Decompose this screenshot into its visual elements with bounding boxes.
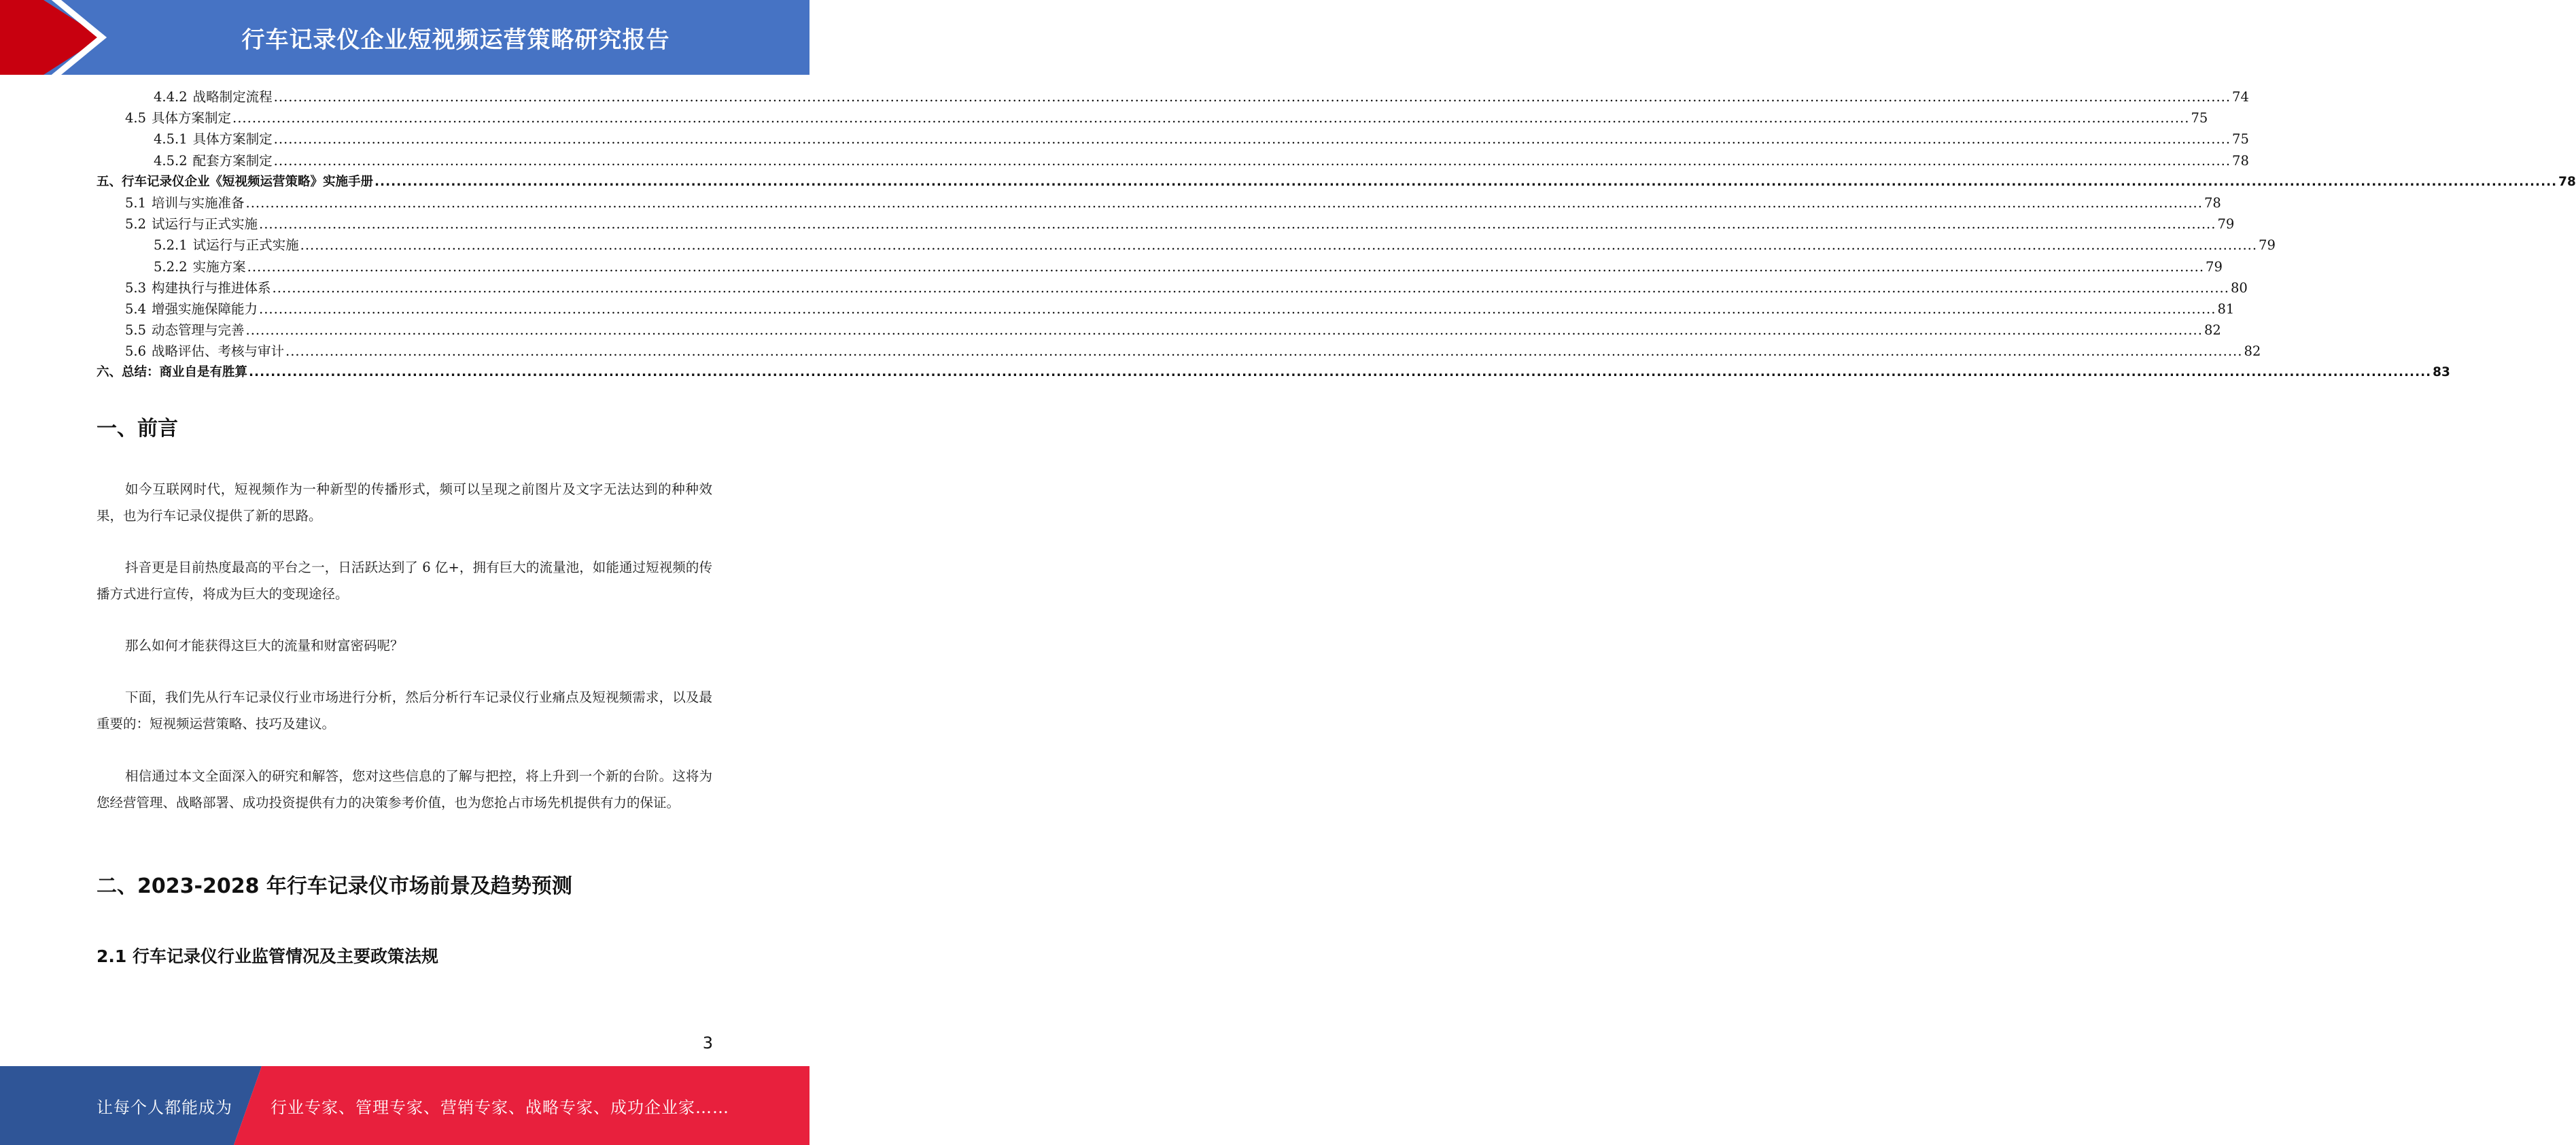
toc-entry-label — [125, 341, 284, 362]
toc-entry[interactable] — [97, 320, 2221, 341]
toc-entry-number: 5.6 — [125, 343, 147, 360]
toc-entry[interactable] — [97, 171, 2576, 192]
toc-entry-label — [154, 129, 273, 150]
toc-leader-dots: ................................................................................................................................................................................................................................................................................................................................................................................................................ — [232, 110, 2190, 126]
toc-entry-title: 六、总结：商业自是有胜算 — [97, 365, 248, 380]
toc-entry-label — [154, 86, 273, 107]
toc-entry-title: 培训与实施准备 — [152, 194, 245, 211]
toc-entry-label — [154, 256, 246, 277]
toc-entry[interactable] — [97, 192, 2221, 213]
toc-entry[interactable] — [97, 256, 2223, 277]
toc-entry-page: 78 — [2558, 174, 2576, 189]
toc-entry-label — [125, 277, 271, 298]
toc-entry[interactable] — [97, 150, 2249, 171]
toc-entry-number: 5.5 — [125, 322, 147, 339]
toc-entry-page: 78 — [2232, 152, 2249, 169]
toc-entry-page: 82 — [2204, 322, 2221, 339]
toc-entry-title: 战略评估、考核与审计 — [152, 343, 285, 360]
toc-entry-label — [125, 192, 245, 213]
toc-leader-dots: ................................................................................................................................................................................................................................................................................................................................................................................................................ — [300, 237, 2258, 254]
paragraph: 下面，我们先从行车记录仪行业市场进行分析，然后分析行车记录仪行业痛点及短视频需求，以及最重要的：短视频运营策略、技巧及建议。 — [97, 689, 712, 732]
toc-entry-title: 具体方案制定 — [152, 110, 232, 126]
toc-entry-label — [125, 320, 245, 341]
toc-entry-label — [97, 171, 373, 192]
toc-entry[interactable] — [97, 362, 2450, 383]
toc-entry-number: 4.4.2 — [154, 89, 188, 105]
toc-entry-label — [125, 107, 231, 129]
toc-entry-title: 试运行与正式实施 — [152, 216, 258, 233]
toc-entry-number: 5.2.2 — [154, 258, 188, 275]
toc-entry-page: 82 — [2244, 343, 2261, 360]
toc-entry-number: 4.5.1 — [154, 131, 188, 148]
toc-entry-label — [125, 213, 258, 235]
subsection-heading-regulation: 2.1 行车记录仪行业监管情况及主要政策法规 — [97, 946, 438, 966]
table-of-contents — [97, 86, 2576, 383]
toc-entry-title: 五、行车记录仪企业《短视频运营策略》实施手册 — [97, 174, 374, 189]
toc-entry-number: 5.2 — [125, 216, 147, 233]
toc-entry[interactable] — [97, 129, 2249, 150]
header-chevron-icon — [0, 0, 116, 75]
toc-entry-number: 5.4 — [125, 301, 147, 317]
toc-entry-page: 81 — [2217, 301, 2235, 317]
toc-entry-number: 5.3 — [125, 279, 147, 296]
toc-entry-title: 构建执行与推进体系 — [152, 279, 271, 296]
toc-leader-dots: ................................................................................................................................................................................................................................................................................................................................................................................................................ — [273, 131, 2231, 148]
toc-entry-page: 75 — [2191, 110, 2208, 126]
footer-slogan-right: 行业专家、管理专家、营销专家、战略专家、成功企业家…… — [271, 1097, 729, 1117]
page-footer — [0, 1066, 810, 1145]
toc-entry-number: 4.5 — [125, 110, 147, 126]
toc-entry-page: 80 — [2230, 279, 2248, 296]
paragraph: 如今互联网时代，短视频作为一种新型的传播形式，频可以呈现之前图片及文字无法达到的种种效果，也为行车记录仪提供了新的思路。 — [97, 481, 712, 524]
toc-leader-dots: ................................................................................................................................................................................................................................................................................................................................................................................................................ — [259, 216, 2216, 233]
toc-entry[interactable] — [97, 86, 2249, 107]
toc-entry[interactable] — [97, 235, 2276, 256]
toc-entry-page: 78 — [2204, 194, 2221, 211]
toc-entry[interactable] — [97, 213, 2235, 235]
toc-leader-dots: ................................................................................................................................................................................................................................................................................................................................................................................................................ — [272, 279, 2229, 296]
toc-entry-title: 动态管理与完善 — [152, 322, 245, 339]
toc-entry[interactable] — [97, 341, 2261, 362]
section-heading-preface: 一、前言 — [97, 417, 178, 441]
toc-entry-page: 75 — [2232, 131, 2249, 148]
section-heading-market-forecast: 二、2023-2028 年行车记录仪市场前景及趋势预测 — [97, 874, 572, 898]
toc-entry-title: 具体方案制定 — [192, 131, 273, 148]
toc-leader-dots: ................................................................................................................................................................................................................................................................................................................................................................................................................ — [375, 174, 2558, 189]
toc-entry-title: 配套方案制定 — [192, 152, 273, 169]
footer-slogan-left: 让每个人都能成为 — [97, 1097, 232, 1117]
toc-entry-label — [97, 362, 247, 383]
toc-entry-page: 83 — [2433, 365, 2450, 380]
toc-leader-dots: ................................................................................................................................................................................................................................................................................................................................................................................................................ — [285, 343, 2243, 360]
toc-entry-page: 79 — [2206, 258, 2223, 275]
toc-entry-number: 5.1 — [125, 194, 147, 211]
toc-leader-dots: ................................................................................................................................................................................................................................................................................................................................................................................................................ — [259, 301, 2216, 317]
toc-entry-title: 实施方案 — [192, 258, 246, 275]
toc-entry[interactable] — [97, 298, 2235, 320]
paragraph: 那么如何才能获得这巨大的流量和财富密码呢？ — [125, 638, 404, 653]
toc-entry-page: 79 — [2259, 237, 2276, 254]
toc-leader-dots: ................................................................................................................................................................................................................................................................................................................................................................................................................ — [273, 152, 2231, 169]
page-header — [0, 0, 810, 75]
toc-leader-dots: ................................................................................................................................................................................................................................................................................................................................................................................................................ — [249, 365, 2432, 380]
toc-leader-dots: ................................................................................................................................................................................................................................................................................................................................................................................................................ — [245, 194, 2203, 211]
toc-entry-page: 79 — [2217, 216, 2235, 233]
toc-entry[interactable] — [97, 107, 2208, 129]
toc-leader-dots: ................................................................................................................................................................................................................................................................................................................................................................................................................ — [273, 89, 2231, 105]
toc-entry-label — [154, 235, 299, 256]
toc-entry-title: 试运行与正式实施 — [192, 237, 299, 254]
paragraph: 抖音更是目前热度最高的平台之一，日活跃达到了 6 亿+，拥有巨大的流量池，如能通过短视频的传播方式进行宣传，将成为巨大的变现途径。 — [97, 560, 712, 602]
toc-entry-label — [125, 298, 258, 320]
toc-entry-label — [154, 150, 273, 171]
toc-leader-dots: ................................................................................................................................................................................................................................................................................................................................................................................................................ — [247, 258, 2205, 275]
toc-entry-number: 4.5.2 — [154, 152, 188, 169]
toc-entry-page: 74 — [2232, 89, 2249, 105]
toc-leader-dots: ................................................................................................................................................................................................................................................................................................................................................................................................................ — [245, 322, 2203, 339]
toc-entry-number: 5.2.1 — [154, 237, 188, 254]
toc-entry[interactable] — [97, 277, 2248, 298]
toc-entry-title: 增强实施保障能力 — [152, 301, 258, 317]
page-number: 3 — [702, 1033, 713, 1053]
paragraph: 相信通过本文全面深入的研究和解答，您对这些信息的了解与把控，将上升到一个新的台阶。这将为您经营管理、战略部署、成功投资提供有力的决策参考价值，也为您抢占市场先机提供有力的保证。 — [97, 768, 712, 810]
report-title: 行车记录仪企业短视频运营策略研究报告 — [241, 26, 670, 54]
toc-entry-title: 战略制定流程 — [192, 89, 273, 105]
